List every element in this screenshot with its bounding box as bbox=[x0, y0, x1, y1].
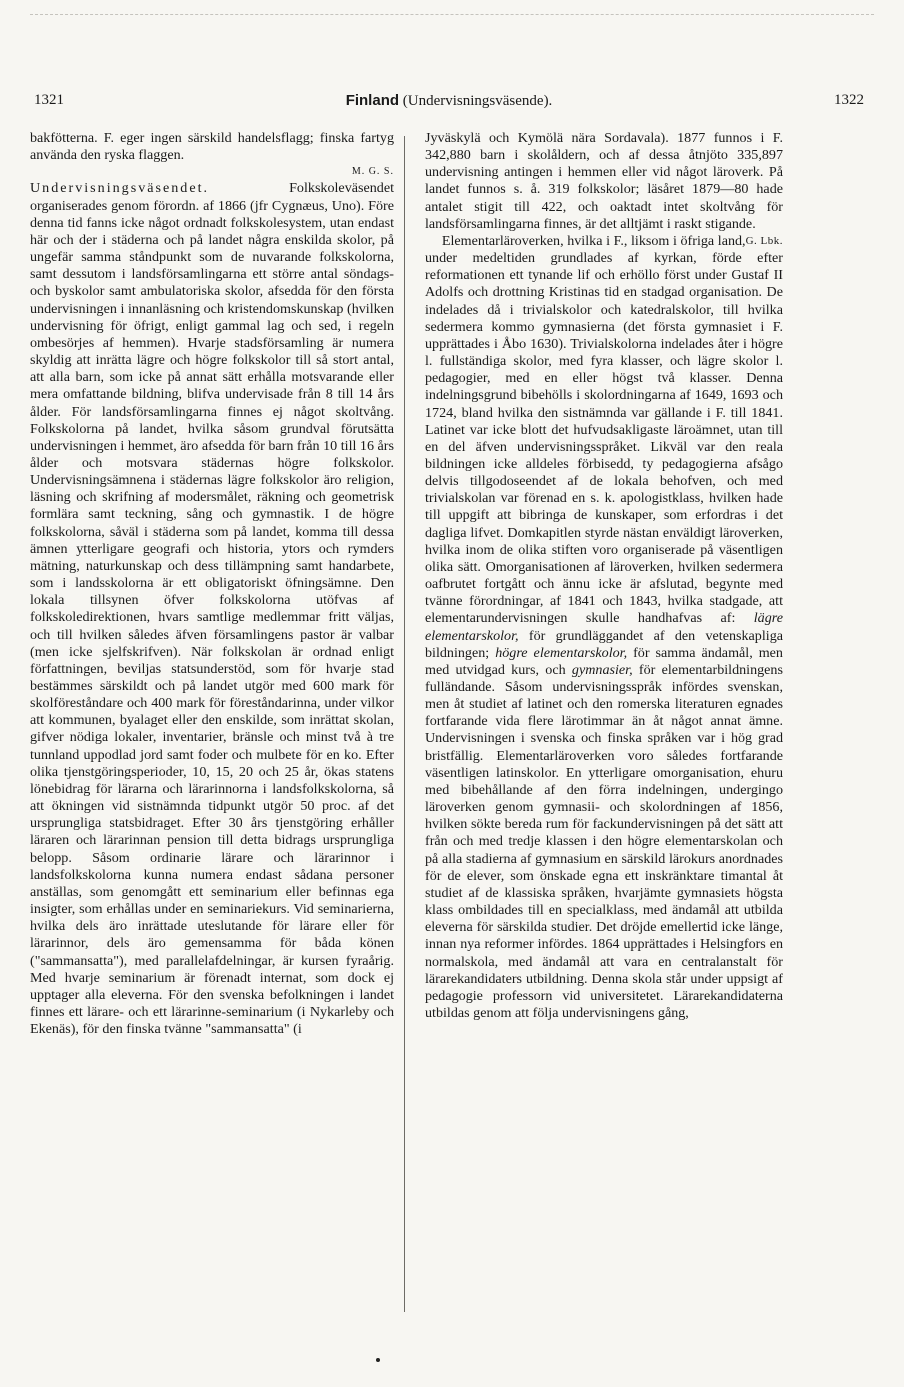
intro-text: bakfötterna. F. eger ingen särskild handelsflagg; finska fartyg använda den ryska flaggen. bbox=[30, 130, 394, 164]
paragraph-flag bbox=[30, 130, 394, 180]
paragraph-elementary-schools bbox=[425, 233, 783, 1022]
running-title-sub: (Undervisningsväsende). bbox=[402, 93, 553, 109]
section-heading: Undervisningsväsendet. bbox=[30, 180, 210, 197]
page-mark-dot bbox=[376, 1358, 380, 1362]
column-left bbox=[30, 130, 394, 1312]
page-number-left: 1321 bbox=[34, 92, 64, 108]
term-lower-elementary: lägre elementarskolor, bbox=[425, 610, 783, 644]
top-rule bbox=[30, 14, 874, 15]
paragraph-statistics bbox=[425, 130, 783, 247]
elementary-text-d: för elementarbildningens fulländande. Såsom undervisningsspråk infördes svenskan, men åt studiet af latinet och den romerska literaturen egnades fortfarande vida flere lärotimmar än åt något annat ämne. Undervisningen i svenska och finska språken var i hög grad bristfällig. Elementarläroverken voro således fortfarande väsentligen latinskolor. En ytterligare omorganisation, ehuru med bibehållande af den förra indelningen, undergingo läroverken genom gymnasii- och skolordningen af 1856, hvilken sökte bereda rum för fackundervisningen på det sätt att från och med tredje klassen i den högre elementarskolan och på alla stadierna af gymnasium en särskild lärokurs anordnades för de elever, som önskade egna ett inskränktare timantal åt studiet af de klassiska språken, hvarjämte gymnasiets högsta klass ombildades till en specialklass, med ändamål att utbilda eleverna för särskilda studier. Det dröjde emellertid icke länge, innan nya reformer infördes. 1864 upprättades i Helsingfors en normalskola, med ändamål att vara en centralanstalt för lärarekandidaters utbildning. Denna skola står under uppsigt af pedagogie professorn vid universitetet. Lärarekandidaterna utbildas genom att följa undervisningens gång, bbox=[425, 661, 783, 1021]
column-divider bbox=[404, 136, 405, 1312]
elementary-text-b: för grundläggandet af den vetenskapliga bildningen; bbox=[425, 627, 783, 661]
elementary-text-c: för samma ändamål, men med utvidgad kurs, och bbox=[425, 644, 783, 678]
author-signature: M. G. S. bbox=[351, 166, 394, 178]
paragraph-education bbox=[30, 180, 394, 1038]
running-title-main: Finland bbox=[345, 92, 400, 109]
page-header bbox=[34, 92, 864, 116]
author-signature-right: G. Lbk. bbox=[745, 234, 783, 247]
column-right bbox=[425, 130, 783, 1312]
education-body: Folkskoleväsendet organiserades genom förordn. af 1866 (jfr Cygnæus, Uno). Före denna tid fanns icke något ordnadt folkskolesystem, utan endast här och der i städerna och på landet några enskilda skolor, på ungefär samma ståndpunkt som de nuvarande folkskolorna, samt dessutom i landsförsamlingarna ett större antal söndags- och byskolor samt ambulatoriska skolor, afsedda för den första undervisningen i innanläsning och kristendomskunskap (hvilken undervisning för öfrigt, enligt gammal lag och sed, i regeln ombesörjes af hemmen). Hvarje stadsförsamling är numera skyldig att inrätta lägre och högre folkskolor till så stort antal, att alla barn, som icke på annat sätt erhålla motsvarande eller mera omfattande bildning, blifva undervisade från 8 till 14 års ålder. För landsförsamlingarna finnes ej något skoltvång. Folkskolorna på landet, hvilka såsom grundval förutsätta undervisningen i hemmet, äro afsedda för barn från 10 till 16 års ålder och motsvara städernas högre folkskolor. Undervisningsämnena i städernas lägre folkskolor äro religion, läsning och skrifning af modersmålet, räkning och geometrisk formlära samt teckning, sång och gymnastik. I de högre folkskolorna, såväl i städerna som på landet, komma till dessa ämnen ytterligare geografi och historia, ytors och rymders mätning, naturkunskap och dess tillämpning samt handarbete, som i landsskolorna är ett obligatoriskt öfningsämne. Den lokala tillsynen öfver folkskolorna utöfvas af folkskoledirektionen, hvars samtlige medlemmar fritt väljas, och till hvilken således äfven församlingens pastor är valbar (men icke sjelfskrifven). När folkskolan är ordnad enligt författningen, beviljas statsunderstöd, som för hvarje stad bestämmes särskildt och på landet utgör med 600 mark för skolföreståndare och 400 mark för föreståndarinna, under vilkor att kommunen, byalaget eller den enskilde, som inrättat skolan, gifver nödiga lokaler, inventarier, bränsle och minst två à tre tunnland uppodlad jord samt foder och mulbete för en ko. Efter olika tjenstgöringsperioder, 10, 15, 20 och 25 år, ökas statens lönebidrag för lärarna och lärarinnorna i landsfolkskolorna, så att ökningen vid sistnämnda tidpunkt utgör 50 proc. af det ursprungliga statsbidraget. Efter 30 års tjenstgöring erhåller läraren och lärarinnan pension till detta bidrags ursprungliga belopp. Såsom ordinarie lärare och lärarinnor i landsfolkskolorna kunna numera endast sådana personer anställas, som genomgått ett seminarium eller befinnas ega insigter, som erhållas under en seminariekurs. Vid seminarierna, hvilka dels äro inrättade uteslutande för lärare eller för lärarinnor, dels äro gemensamma för båda könen ("sammansatta"), med parallelafdelningar, är kursen fyraårig. Med hvarje seminarium är förenadt internat, som dock ej upptager alla eleverna. För den svenska befolkningen i landet finnes ett lärare- och ett lärarinne-seminarium (i Nykarleby och Ekenäs), för den finska tvänne "sammansatta" (i bbox=[30, 180, 394, 1038]
page-number-right: 1322 bbox=[834, 92, 864, 108]
term-higher-elementary: högre elementarskolor, bbox=[495, 644, 628, 661]
running-title bbox=[34, 92, 864, 110]
statistics-text: Jyväskylä och Kymölä nära Sordavala). 1877 funnos i F. 342,880 barn i skolåldern, och af dessa åtnjöto 335,897 undervisning antingen i hemmen eller vid något läroverk. På landet funnos s. å. 319 folkskolor; läsåret 1879—80 hade antalet stigit till 422, och oaktadt intet skoltvång för landsförsamlingarna finnes, är det alltjämt i raskt stigande. bbox=[425, 130, 783, 232]
elementary-text-a: Elementarläroverken, hvilka i F., liksom i öfriga land, under medeltiden grundlades af kyrkan, förde efter reformationen ett tynande lif och erhöllo först under Gustaf II Adolfs och drottning Kristinas tid en stadgad organisation. De indelades då i trivialskolor och katedralskolor, till hvilka sedermera kommo gymnasierna (det första gymnasiet i F. upprättades i Åbo 1630). Trivialskolorna indelades åter i högre l. fullständiga skolor, med fyra klasser, och lägre skolor l. pedagogier, med en eller högst två klasser. Denna indelningsgrund bibehölls i skolordningarna af 1649, 1693 och 1724, bland hvilka den sistnämnda var gällande i F. till 1841. Latinet var icke blott det hufvudsakligaste läroämnet, utan till en del äfven undervisningsspråket. Likväl var den reala bildningen icke alldeles förbisedd, ty pedagogierna afsågo delvis tillgodoseendet af de lokala behofven, och med trivialskolan var förenad en s. k. apologistklass, hvilken hade till uppgift att bibringa de kunskaper, som erfordras i det dagliga lifvet. Domkapitlen styrde nästan enväldigt läroverken, hvilka inom de olika stiften voro organiserade på väsentligen olika sätt. Omorganisationen af läroverken, hvilken sedermera oafbrutet fortgått och ännu icke är afslutad, begynte med tvänne förordningar, af 1841 och 1843, hvilka stadgade, att elementarundervisningen skulle handhafvas af: bbox=[425, 232, 783, 627]
term-gymnasium: gymnasier, bbox=[571, 661, 633, 678]
